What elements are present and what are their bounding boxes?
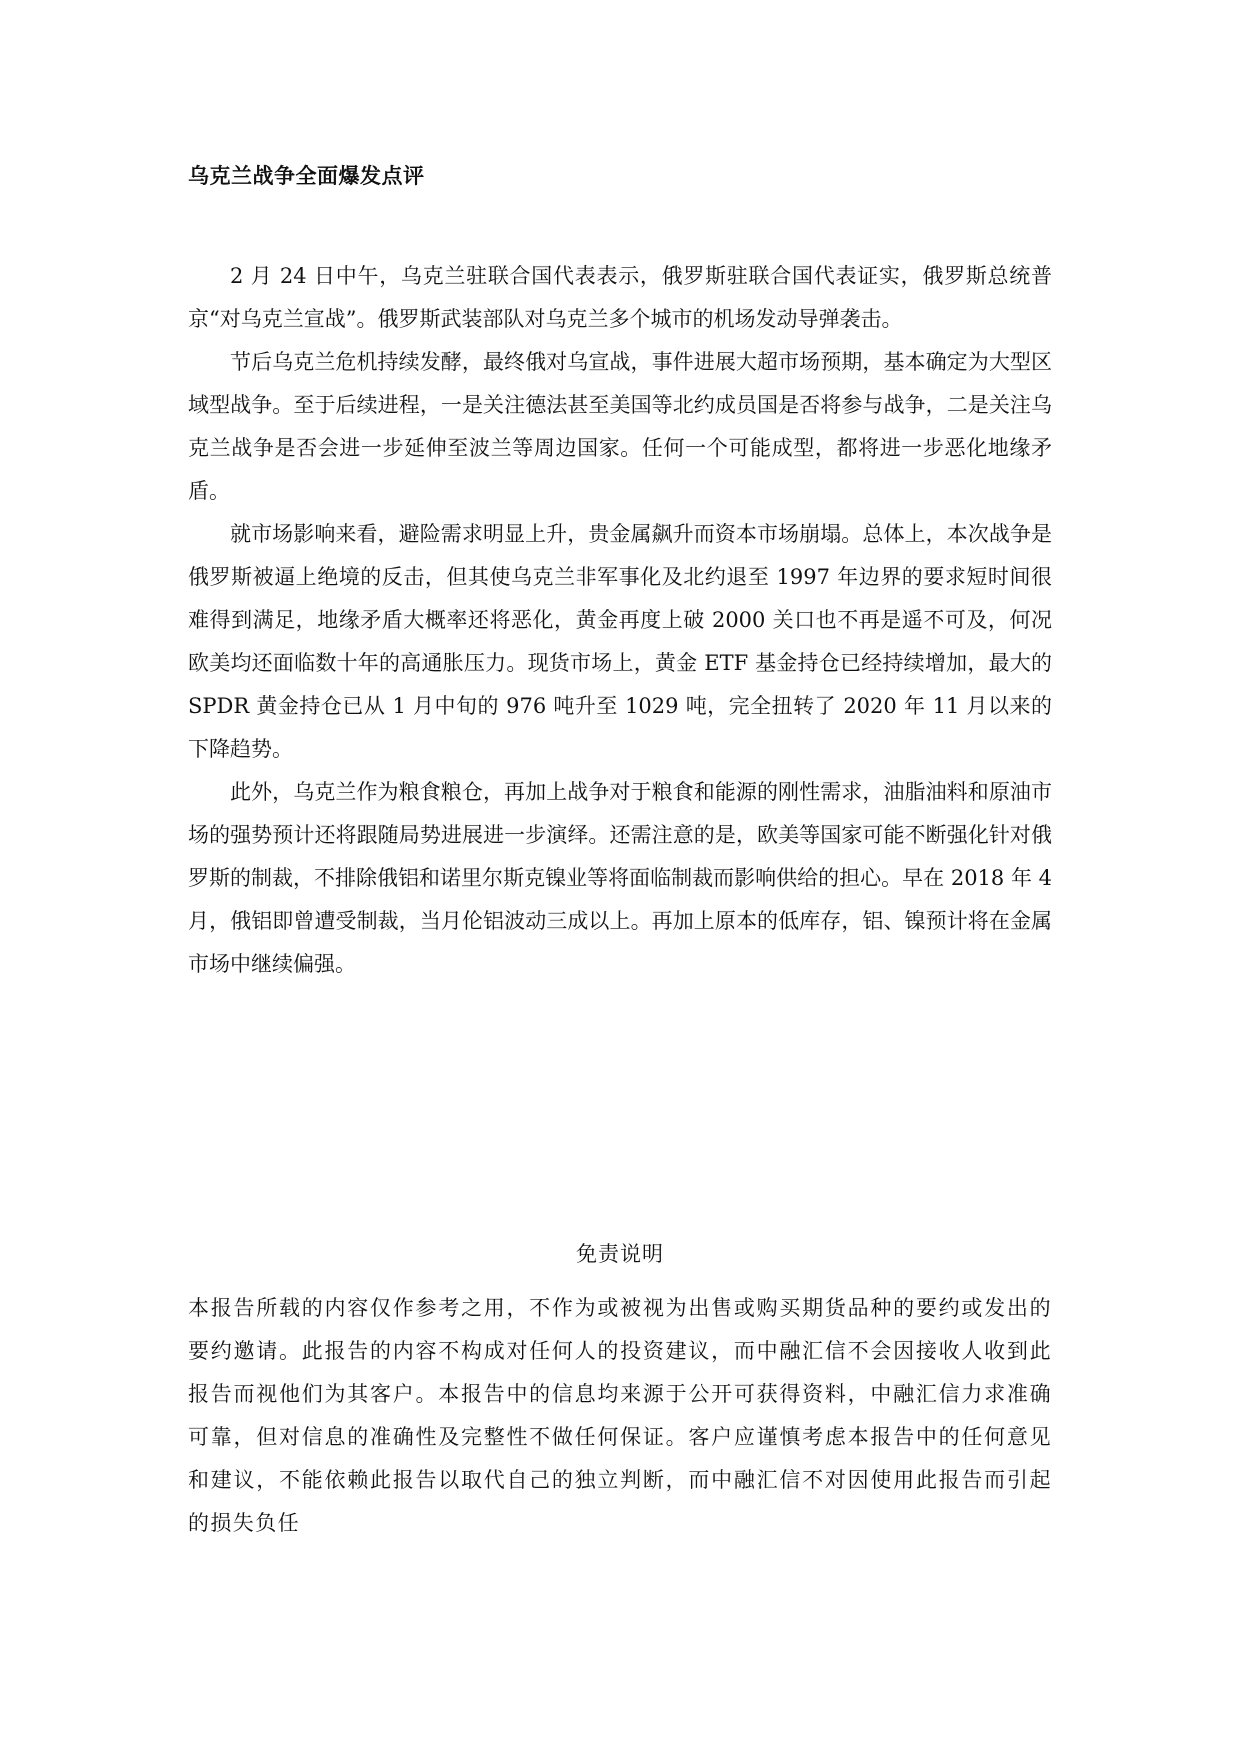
disclaimer-text: 本报告所载的内容仅作参考之用，不作为或被视为出售或购买期货品种的要约或发出的要约邀请。此报告的内容不构成对任何人的投资建议，而中融汇信不会因接收人收到此报告而视他们为其客户。本报告中的信息均来源于公开可获得资料，中融汇信力求准确可靠，但对信息的准确性及完整性不做任何保证。客户应谨慎考虑本报告中的任何意见和建议，不能依赖此报告以取代自己的独立判断，而中融汇信不对因使用此报告而引起的损失负任 — [188, 1296, 1052, 1535]
document-title: 乌克兰战争全面爆发点评 — [188, 163, 425, 188]
document-body — [188, 255, 1052, 986]
disclaimer-title: 免责说明 — [576, 1242, 664, 1266]
paragraph: 就市场影响来看，避险需求明显上升，贵金属飙升而资本市场崩塌。总体上，本次战争是俄罗斯被逼上绝境的反击，但其使乌克兰非军事化及北约退至 1997 年边界的要求短时间很难得到满足，地缘矛盾大概率还将恶化，黄金再度上破 2000 关口也不再是遥不可及，何况欧美均还面临数十年的高通胀压力。现货市场上，黄金 ETF 基金持仓已经持续增加，最大的 SPDR 黄金持仓已从 1 月中旬的 976 吨升至 1029 吨，完全扭转了 2020 年 11 月以来的下降趋势。 — [188, 522, 1052, 761]
paragraph: 节后乌克兰危机持续发酵，最终俄对乌宣战，事件进展大超市场预期，基本确定为大型区域型战争。至于后续进程，一是关注德法甚至美国等北约成员国是否将参与战争，二是关注乌克兰战争是否会进一步延伸至波兰等周边国家。任何一个可能成型，都将进一步恶化地缘矛盾。 — [188, 350, 1052, 503]
paragraph: 此外，乌克兰作为粮食粮仓，再加上战争对于粮食和能源的刚性需求，油脂油料和原油市场的强势预计还将跟随局势进展进一步演绎。还需注意的是，欧美等国家可能不断强化针对俄罗斯的制裁，不排除俄铝和诺里尔斯克镍业等将面临制裁而影响供给的担心。早在 2018 年 4 月，俄铝即曾遭受制裁，当月伦铝波动三成以上。再加上原本的低库存，铝、镍预计将在金属市场中继续偏强。 — [188, 780, 1052, 976]
paragraph: 2 月 24 日中午，乌克兰驻联合国代表表示，俄罗斯驻联合国代表证实，俄罗斯总统普京“对乌克兰宣战”。俄罗斯武装部队对乌克兰多个城市的机场发动导弹袭击。 — [188, 264, 1052, 331]
